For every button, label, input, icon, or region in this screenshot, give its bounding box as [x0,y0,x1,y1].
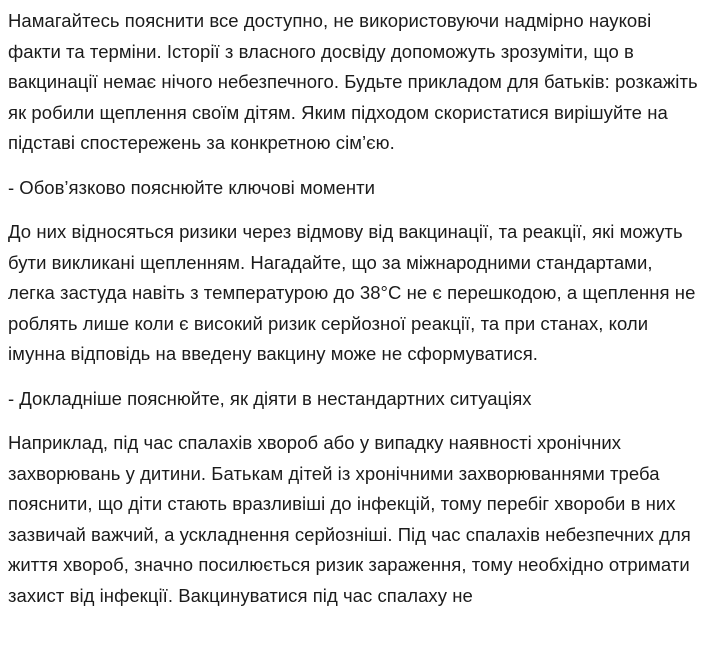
paragraph-key-points-body: До них відносяться ризики через відмову від вакцинації, та реакції, які можуть бути викликані щепленням. Нагадайте, що за міжнародними стандартами, легка застуда навіть з температурою до 38°С не є перешкодою, а щеплення не роблять лише коли є високий ризик серйозної реакції, та при станах, коли імунна відповідь на введену вакцину може не сформуватися. [8,221,696,364]
subheading-nonstandard-situations: - Докладніше пояснюйте, як діяти в нестандартних ситуаціях [8,387,532,409]
paragraph-nonstandard-situations-body: Наприклад, під час спалахів хвороб або у випадку наявності хронічних захворювань у дитини. Батькам дітей із хронічними захворюваннями треба пояснити, що діти стають вразливіші до інфекцій, тому перебіг хвороби в них зазвичай важчий, а ускладнення серйозніші. Під час спалахів небезпечних для життя хвороб, значно посилюється ризик зараження, тому необхідно отримати захист від інфекції. Вакцинуватися під час спалаху не [8,432,691,606]
subheading-key-points: - Обов’язково пояснюйте ключові моменти [8,176,375,198]
paragraph-intro: Намагайтесь пояснити все доступно, не використовуючи надмірно наукові факти та терміни. Історії з власного досвіду допоможуть зрозуміти, що в вакцинації немає нічого небезпечного. Будьте прикладом для батьків: розкажіть як робили щеплення своїм дітям. Яким підходом скористатися вирішуйте на підставі спостережень за конкретною сім’єю. [8,10,698,153]
